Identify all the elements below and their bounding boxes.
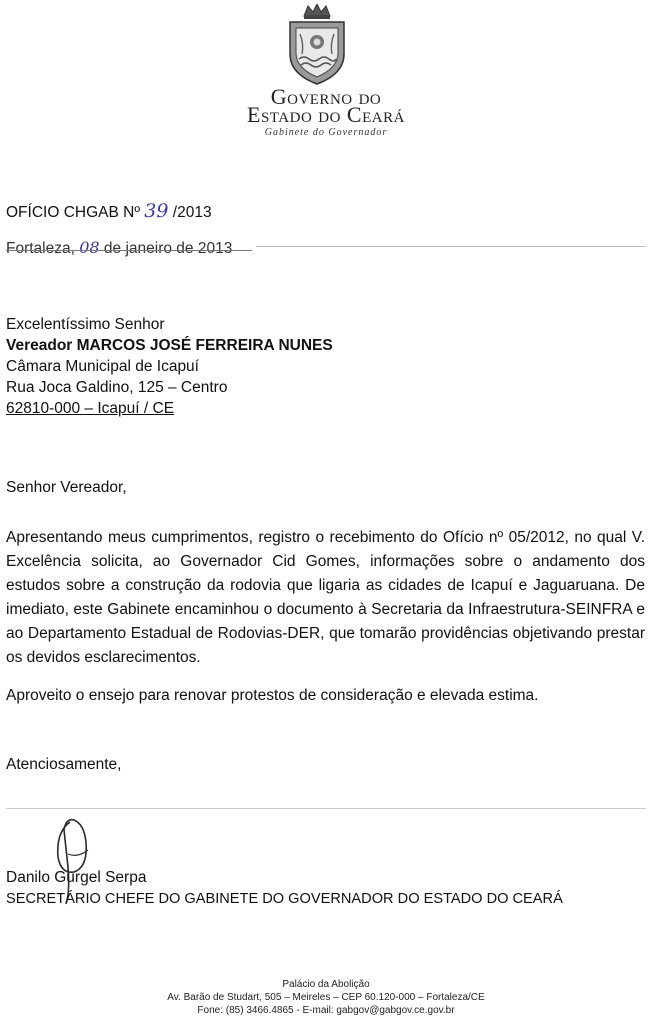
footer-building: Palácio da Abolição <box>282 979 370 990</box>
recipient-salutation-title: Excelentíssimo Senhor <box>6 316 165 333</box>
date-line <box>6 238 232 259</box>
footer-address: Av. Barão de Studart, 505 – Meireles – CEP 60.120-000 – Fortaleza/CE <box>167 992 485 1003</box>
reference-line <box>6 201 212 223</box>
recipient-street: Rua Joca Galdino, 125 – Centro <box>6 379 228 396</box>
date-rest: de janeiro de 2013 <box>103 240 233 257</box>
reference-year: /2013 <box>172 204 212 221</box>
recipient-postal: 62810-000 – Icapuí / CE <box>6 400 175 417</box>
letter-paragraph-2: Aproveito o ensejo para renovar protestos de consideração e elevada estima. <box>6 687 539 704</box>
signer-title: SECRETÁRIO CHEFE DO GABINETE DO GOVERNADOR DO ESTADO DO CEARÁ <box>6 891 563 907</box>
office-subtitle: Gabinete do Governador <box>264 127 388 138</box>
footer-contact: Fone: (85) 3466.4865 - E-mail: gabgov@gabgov.ce.gov.br <box>197 1005 455 1016</box>
date-strike-line <box>6 250 252 251</box>
letter-greeting: Senhor Vereador, <box>6 479 127 496</box>
recipient-name: Vereador MARCOS JOSÉ FERREIRA NUNES <box>6 337 333 354</box>
date-day: 08 <box>79 238 100 257</box>
reference-number: 39 <box>144 200 169 222</box>
date-fill-line <box>256 246 646 247</box>
signature-separator <box>6 808 646 809</box>
signer-name: Danilo Gurgel Serpa <box>6 869 147 886</box>
government-line-2: Estado do Ceará <box>247 102 405 127</box>
recipient-institution: Câmara Municipal de Icapuí <box>6 358 199 375</box>
date-city: Fortaleza, <box>6 240 75 257</box>
reference-prefix: OFÍCIO CHGAB Nº <box>6 204 140 221</box>
letter-paragraph-1: Apresentando meus cumprimentos, registro o recebimento do Ofício nº 05/2012, no qual V. Excelência solicita, ao Governador Cid Gomes, informações sobre o andamento dos estudos sobre a construção da rodovia que ligaria as cidades de Icapuí e Jaguaruana. De imediato, este Gabinete encaminhou o documento à Secretaria da Infraestrutura-SEINFRA e ao Departamento Estadual de Rodovias-DER, que tomarão providências objetivando prestar os devidos esclarecimentos. <box>6 529 645 666</box>
state-coat-of-arms <box>284 4 350 86</box>
government-line-1: Governo do <box>270 84 382 109</box>
letter-signoff: Atenciosamente, <box>6 756 122 773</box>
